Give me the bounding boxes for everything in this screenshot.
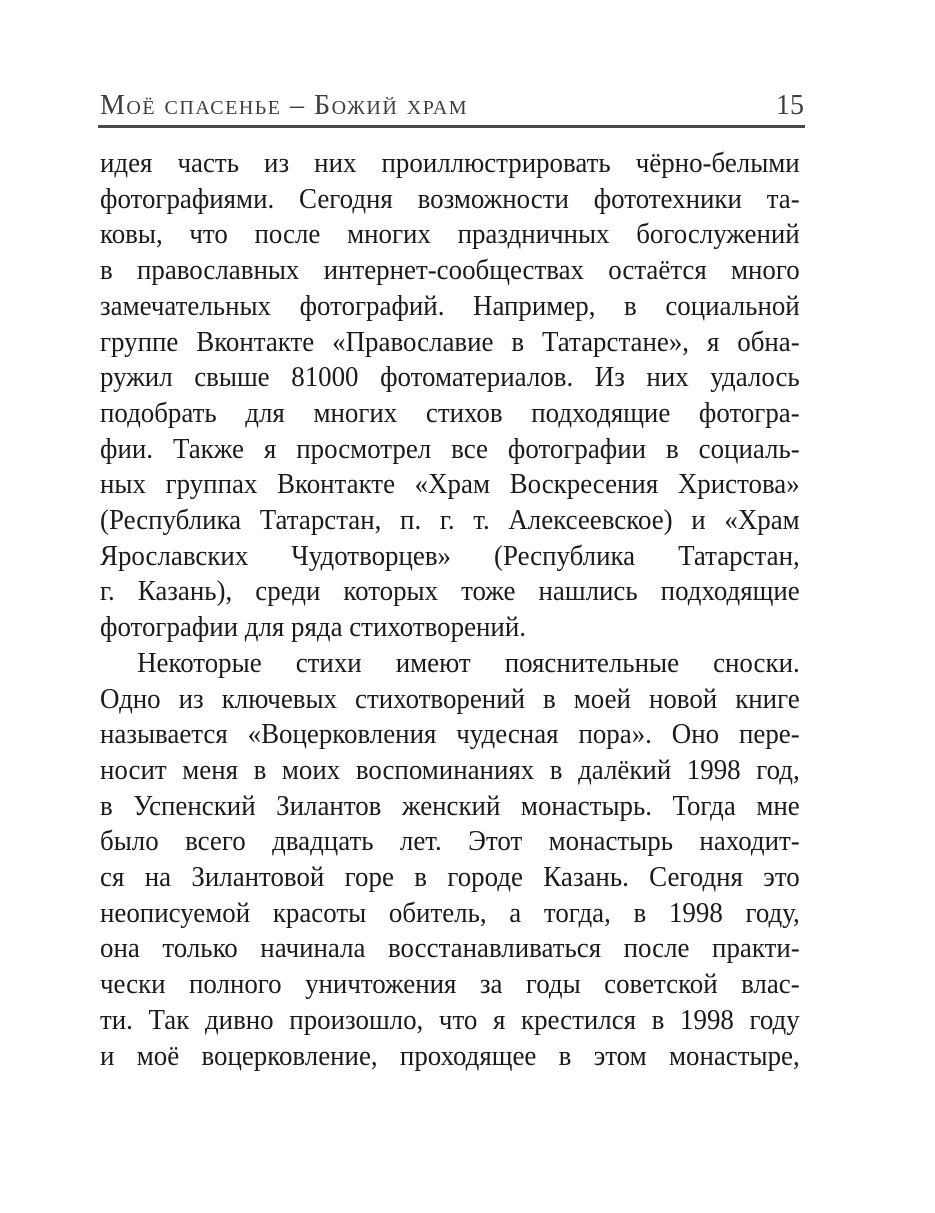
body-text-line: идея часть из них проиллюстрировать чёрно-белыми <box>100 147 800 179</box>
body-text-line: ковы, что после многих праздничных богослужений <box>100 218 800 251</box>
body-text-line: ружил свыше 81000 фотоматериалов. Из них удалось <box>100 361 800 394</box>
body-text-line: называется «Воцерковления чудесная пора». Оно пере- <box>100 718 800 751</box>
page-body <box>100 146 800 1074</box>
body-text-line: было всего двадцать лет. Этот монастырь находит- <box>100 825 800 858</box>
body-text-line: фотографиями. Сегодня возможности фототехники та- <box>100 182 800 215</box>
body-text-line: Некоторые стихи имеют пояснительные сноски. <box>137 646 800 679</box>
body-text-line: (Республика Татарстан, п. г. т. Алексеевское) и «Храм <box>100 504 800 537</box>
body-text-line: Одно из ключевых стихотворений в моей новой книге <box>100 682 800 715</box>
page-number: 15 <box>776 90 804 121</box>
body-text-line: подобрать для многих стихов подходящие фотогра- <box>100 396 800 429</box>
body-text-line: она только начинала восстанавливаться после практи- <box>100 932 800 965</box>
page-header <box>100 90 804 122</box>
body-text-line: в Успенский Зилантов женский монастырь. Тогда мне <box>100 789 800 822</box>
header-rule <box>98 125 805 128</box>
body-text-line: Ярославских Чудотворцев» (Республика Татарстан, <box>100 539 800 572</box>
body-text-line: в православных интернет-сообществах остаётся много <box>100 254 800 287</box>
body-text-line: ных группах Вконтакте «Храм Воскресения Христова» <box>100 468 800 501</box>
body-text-line: ти. Так дивно произошло, что я крестился в 1998 году <box>100 1003 800 1036</box>
body-text-line: фотографии для ряда стихотворений. <box>100 611 526 644</box>
running-title: Моё спасенье – Божий храм <box>100 90 469 121</box>
body-text-line: чески полного уничтожения за годы советской влас- <box>100 968 800 1001</box>
body-text-line: ся на Зилантовой горе в городе Казань. Сегодня это <box>100 861 800 894</box>
body-text-line: группе Вконтакте «Православие в Татарстане», я обна- <box>100 325 800 358</box>
body-text-line: и моё воцерковление, проходящее в этом монастыре, <box>100 1039 800 1072</box>
body-text-line: носит меня в моих воспоминаниях в далёкий 1998 год, <box>100 753 800 786</box>
body-text-line: г. Казань), среди которых тоже нашлись подходящие <box>100 575 800 608</box>
body-text-line: фии. Также я просмотрел все фотографии в социаль- <box>100 432 800 465</box>
body-text-line: замечательных фотографий. Например, в социальной <box>100 289 800 322</box>
body-text-line: неописуемой красоты обитель, а тогда, в 1998 году, <box>100 896 800 929</box>
